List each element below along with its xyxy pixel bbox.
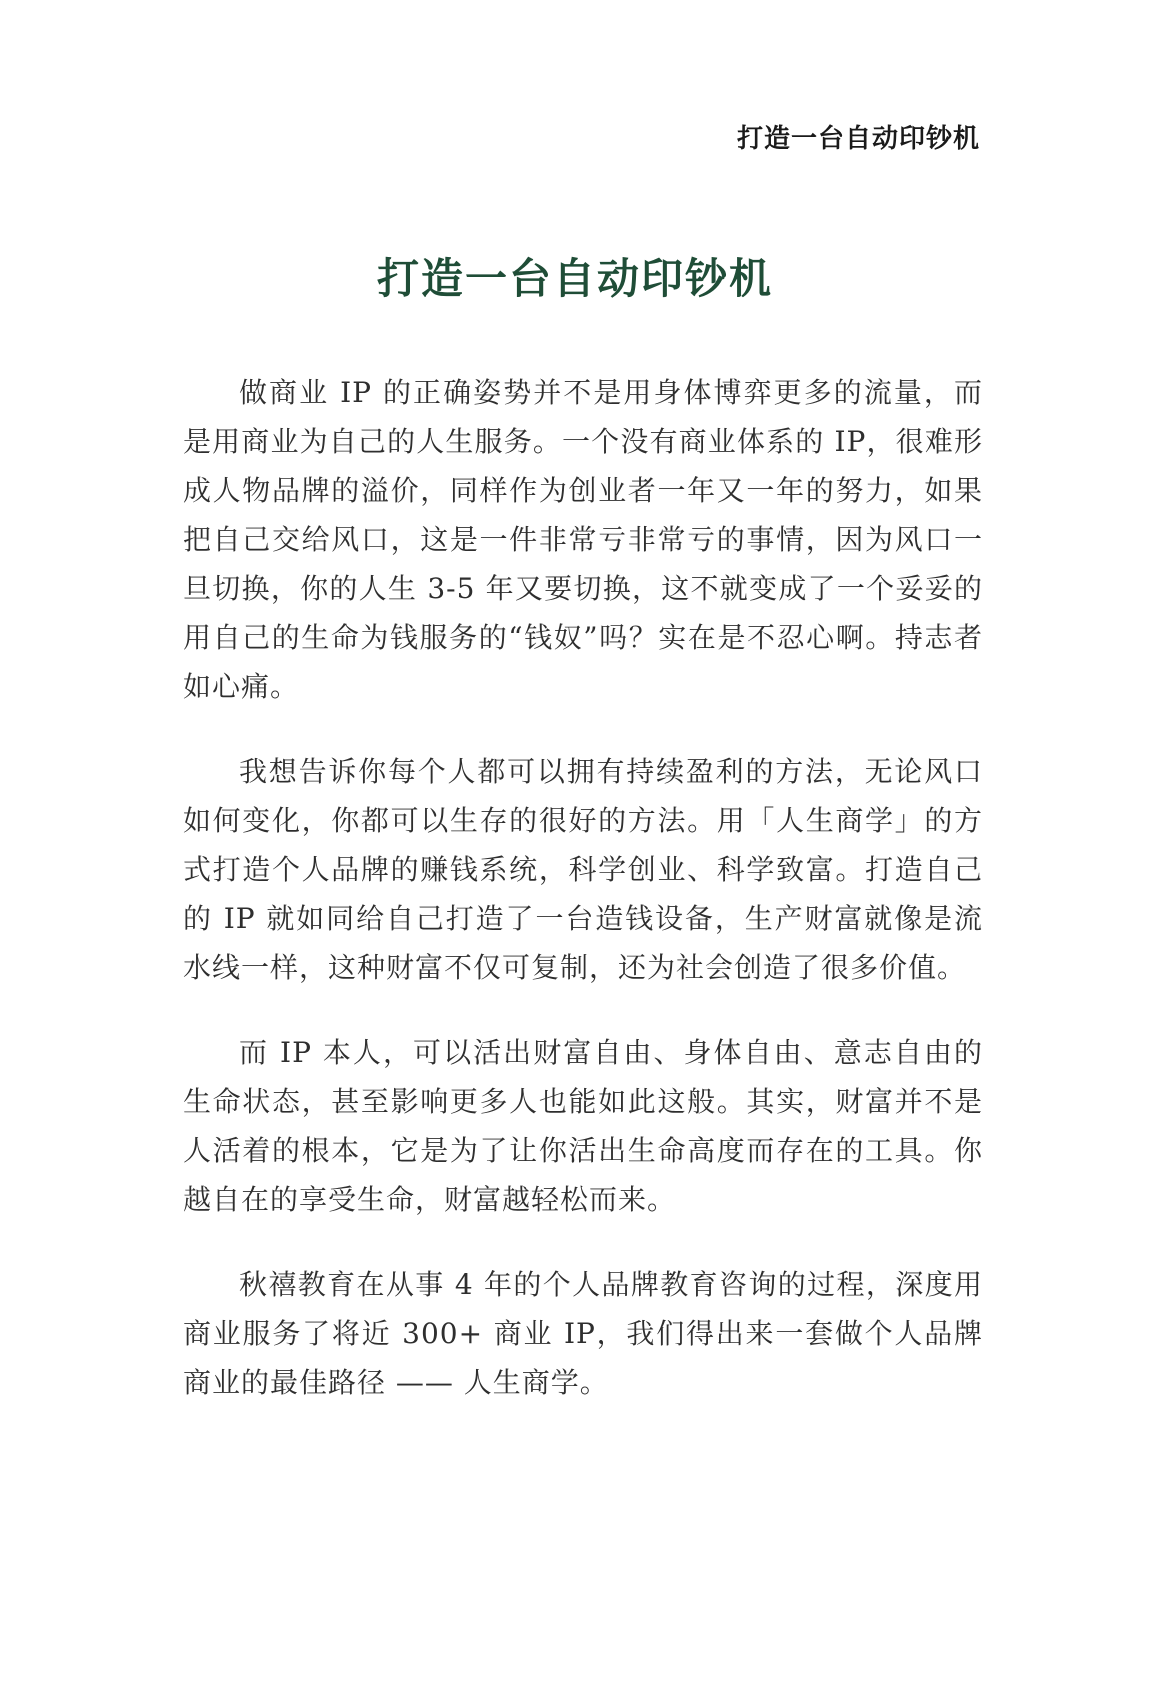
- body-text: [183, 368, 983, 1443]
- paragraph-1: 做商业 IP 的正确姿势并不是用身体博弈更多的流量，而是用商业为自己的人生服务。一个没有商业体系的 IP，很难形成人物品牌的溢价，同样作为创业者一年又一年的努力，如果把自己交给风口，这是一件非常亏非常亏的事情，因为风口一旦切换，你的人生 3-5 年又要切换，这不就变成了一个妥妥的用自己的生命为钱服务的“钱奴”吗？实在是不忍心啊。持志者如心痛。: [183, 376, 983, 703]
- running-header-title: 打造一台自动印钞机: [736, 124, 980, 154]
- chapter-title: 打造一台自动印钞机: [376, 254, 773, 304]
- paragraph-4: 秋禧教育在从事 4 年的个人品牌教育咨询的过程，深度用商业服务了将近 300+ 商业 IP，我们得出来一套做个人品牌商业的最佳路径 —— 人生商学。: [183, 1268, 983, 1399]
- paragraph-3: 而 IP 本人，可以活出财富自由、身体自由、意志自由的生命状态，甚至影响更多人也能如此这般。其实，财富并不是人活着的根本，它是为了让你活出生命高度而存在的工具。你越自在的享受生命，财富越轻松而来。: [183, 1036, 983, 1216]
- paragraph-2: 我想告诉你每个人都可以拥有持续盈利的方法，无论风口如何变化，你都可以生存的很好的方法。用「人生商学」的方式打造个人品牌的赚钱系统，科学创业、科学致富。打造自己的 IP 就如同给自己打造了一台造钱设备，生产财富就像是流水线一样，这种财富不仅可复制，还为社会创造了很多价值。: [183, 755, 983, 984]
